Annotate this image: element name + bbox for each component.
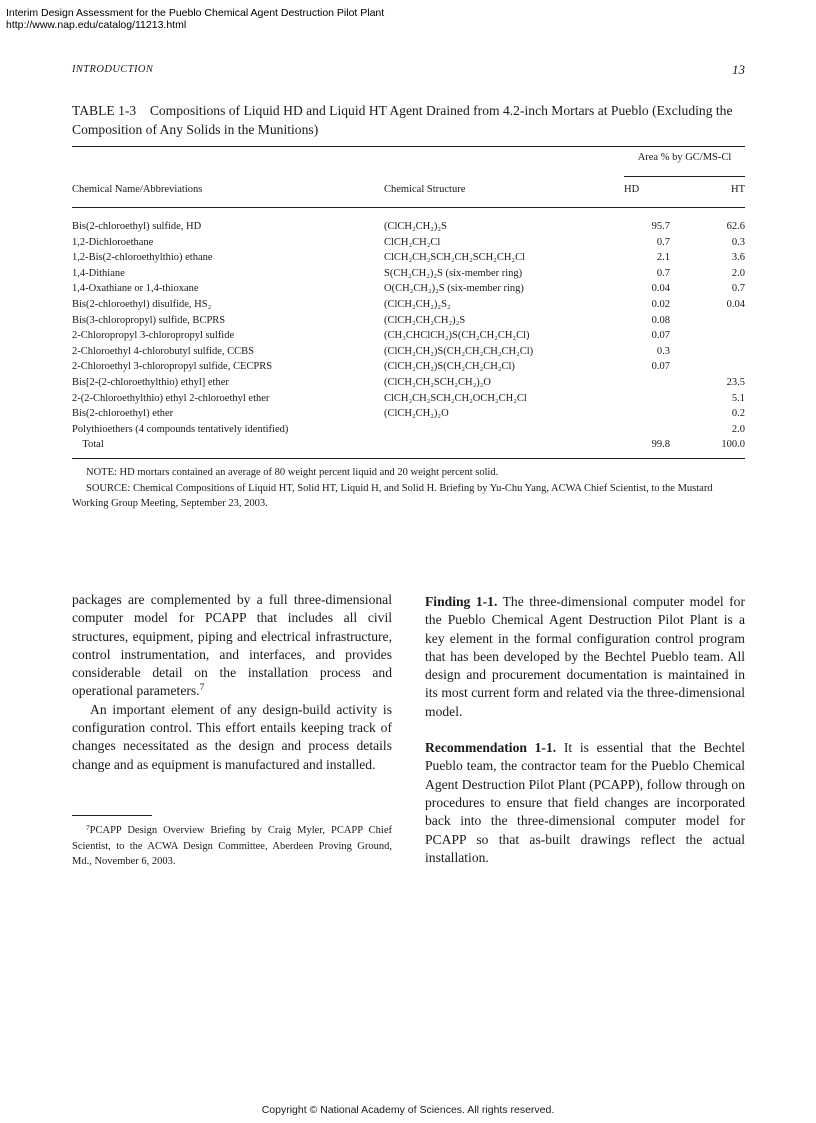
col-header-structure: Chemical Structure	[384, 184, 466, 195]
table-header-rule	[72, 207, 745, 208]
right-column	[425, 593, 745, 867]
col-header-ht: HT	[731, 184, 745, 195]
col-header-hd: HD	[624, 184, 640, 195]
table-row: 1,2-Bis(2-chloroethylthio) ethane ClCH₂CH₂SCH₂CH₂SCH₂CH₂Cl 2.1 3.6	[72, 252, 745, 264]
table-row: Bis(2-chloroethyl) disulfide, HS₂ (ClCH₂CH₂)₂S₂ 0.02 0.04	[72, 298, 745, 310]
recommendation-1-1: Recommendation 1-1. It is essential that the Bechtel Pueblo team, the contractor team for the Pueblo Chemical Agent Destruction Pilot Plant (PCAPP), follow through on procedures to ensure that field changes are incorporated back into the three-dimensional computer model for PCAPP so that as-built drawings reflect the actual installation.	[425, 740, 746, 865]
table-body	[72, 219, 745, 453]
left-column	[72, 591, 392, 774]
paragraph: packages are complemented by a full three-dimensional computer model for PCAPP that includes all civil structures, equipment, piping and electrical infrastructure, control instrumentation, and interfaces, and provides considerable detail on the installation process and operational parameters.$^7$	[72, 592, 392, 699]
footnote-rule	[72, 815, 152, 816]
table-row: Polythioethers (4 compounds tentatively identified) 2.0	[72, 423, 745, 435]
table-row: Bis(2-chloroethyl) sulfide, HD (ClCH₂CH₂)₂S 95.7 62.6	[72, 221, 745, 232]
area-header-rule	[624, 176, 745, 177]
section-title: INTRODUCTION	[72, 64, 154, 75]
table-caption: TABLE 1-3 Compositions of Liquid HD and Liquid HT Agent Drained from 4.2-inch Mortars at Pueblo (Excluding the Composition of Any Solids in the Munitions)	[72, 103, 736, 137]
table-row: 2-Chloroethyl 4-chlorobutyl sulfide, CCBS (ClCH₂CH₂)S(CH₂CH₂CH₂CH₂Cl) 0.3	[72, 345, 670, 357]
table-row: 1,4-Dithiane S(CH₂CH₂)₂S (six-member ring) 0.7 2.0	[72, 267, 745, 279]
table-row: 2-Chloropropyl 3-chloropropyl sulfide (CH₃CHClCH₂)S(CH₂CH₂CH₂Cl) 0.07	[72, 330, 670, 342]
table-row: 2-Chloroethyl 3-chloropropyl sulfide, CECPRS (ClCH₂CH₂)S(CH₂CH₂CH₂Cl) 0.07	[72, 361, 670, 373]
table-bottom-rule	[72, 458, 745, 459]
document-title: Interim Design Assessment for the Pueblo Chemical Agent Destruction Pilot Plant	[6, 7, 385, 19]
table-row: Bis(3-chloropropyl) sulfide, BCPRS (ClCH₂CH₂CH₂)₂S 0.08	[72, 314, 670, 326]
paragraph: An important element of any design-build activity is configuration control. This effort entails keeping track of changes necessitated as the design and process details change and as equipment is manufactured and installed.	[72, 701, 392, 772]
table-row: Bis(2-chloroethyl) ether (ClCH₂CH₂)₂O 0.2	[72, 408, 745, 420]
table-row: 2-(2-Chloroethylthio) ethyl 2-chloroethyl ether ClCH₂CH₂SCH₂CH₂OCH₂CH₂Cl 5.1	[72, 392, 745, 404]
area-percent-header: Area % by GC/MS-Cl	[637, 152, 732, 163]
table-row-total: Total 99.8 100.0	[72, 439, 745, 451]
table-row: Bis[2-(2-chloroethylthio) ethyl] ether (ClCH₂CH₂SCH₂CH₂)₂O 23.5	[72, 376, 745, 388]
document-header	[6, 7, 384, 31]
footnote-mark: 7	[86, 823, 90, 833]
finding-1-1: Finding 1-1. The three-dimensional computer model for the Pueblo Chemical Agent Destruction Pilot Plant is a key element in the formal configuration control program that has been developed by the Bechtel Pueblo team. All design and procurement documentation is maintained in its most current form and related via the three-dimensional model.	[425, 594, 745, 719]
col-header-name: Chemical Name/Abbreviations	[72, 184, 203, 195]
table-notes	[72, 465, 745, 512]
copyright-notice: Copyright © National Academy of Sciences. All rights reserved.	[261, 1104, 555, 1116]
table-row: 1,4-Oxathiane or 1,4-thioxane O(CH₂CH₂)₂S (six-member ring) 0.04 0.7	[72, 283, 745, 295]
footnote-ref[interactable]: 7	[199, 683, 205, 694]
footnote: $^7$PCAPP Design Overview Briefing by Craig Myler, PCAPP Chief Scientist, to the ACWA Design Committee, Aberdeen Proving Ground, Md., November 6, 2003.	[72, 823, 392, 867]
recommendation-label: Recommendation 1-1.	[425, 740, 557, 756]
document-url[interactable]: http://www.nap.edu/catalog/11213.html	[6, 19, 187, 31]
finding-label: Finding 1-1.	[425, 594, 498, 609]
table-note: NOTE: HD mortars contained an average of 80 weight percent liquid and 20 weight percent solid.	[86, 467, 499, 478]
table-top-rule	[72, 146, 745, 147]
table-row: 1,2-Dichloroethane ClCH₂CH₂Cl 0.7 0.3	[72, 236, 745, 248]
table-source: SOURCE: Chemical Compositions of Liquid HT, Solid HT, Liquid H, and Solid H. Briefing by Yu-Chu Yang, ACWA Chief Scientist, to the Mustard Working Group Meeting, September 23, 2003.	[72, 482, 713, 510]
page-number: 13	[732, 62, 745, 77]
running-head	[72, 64, 745, 75]
